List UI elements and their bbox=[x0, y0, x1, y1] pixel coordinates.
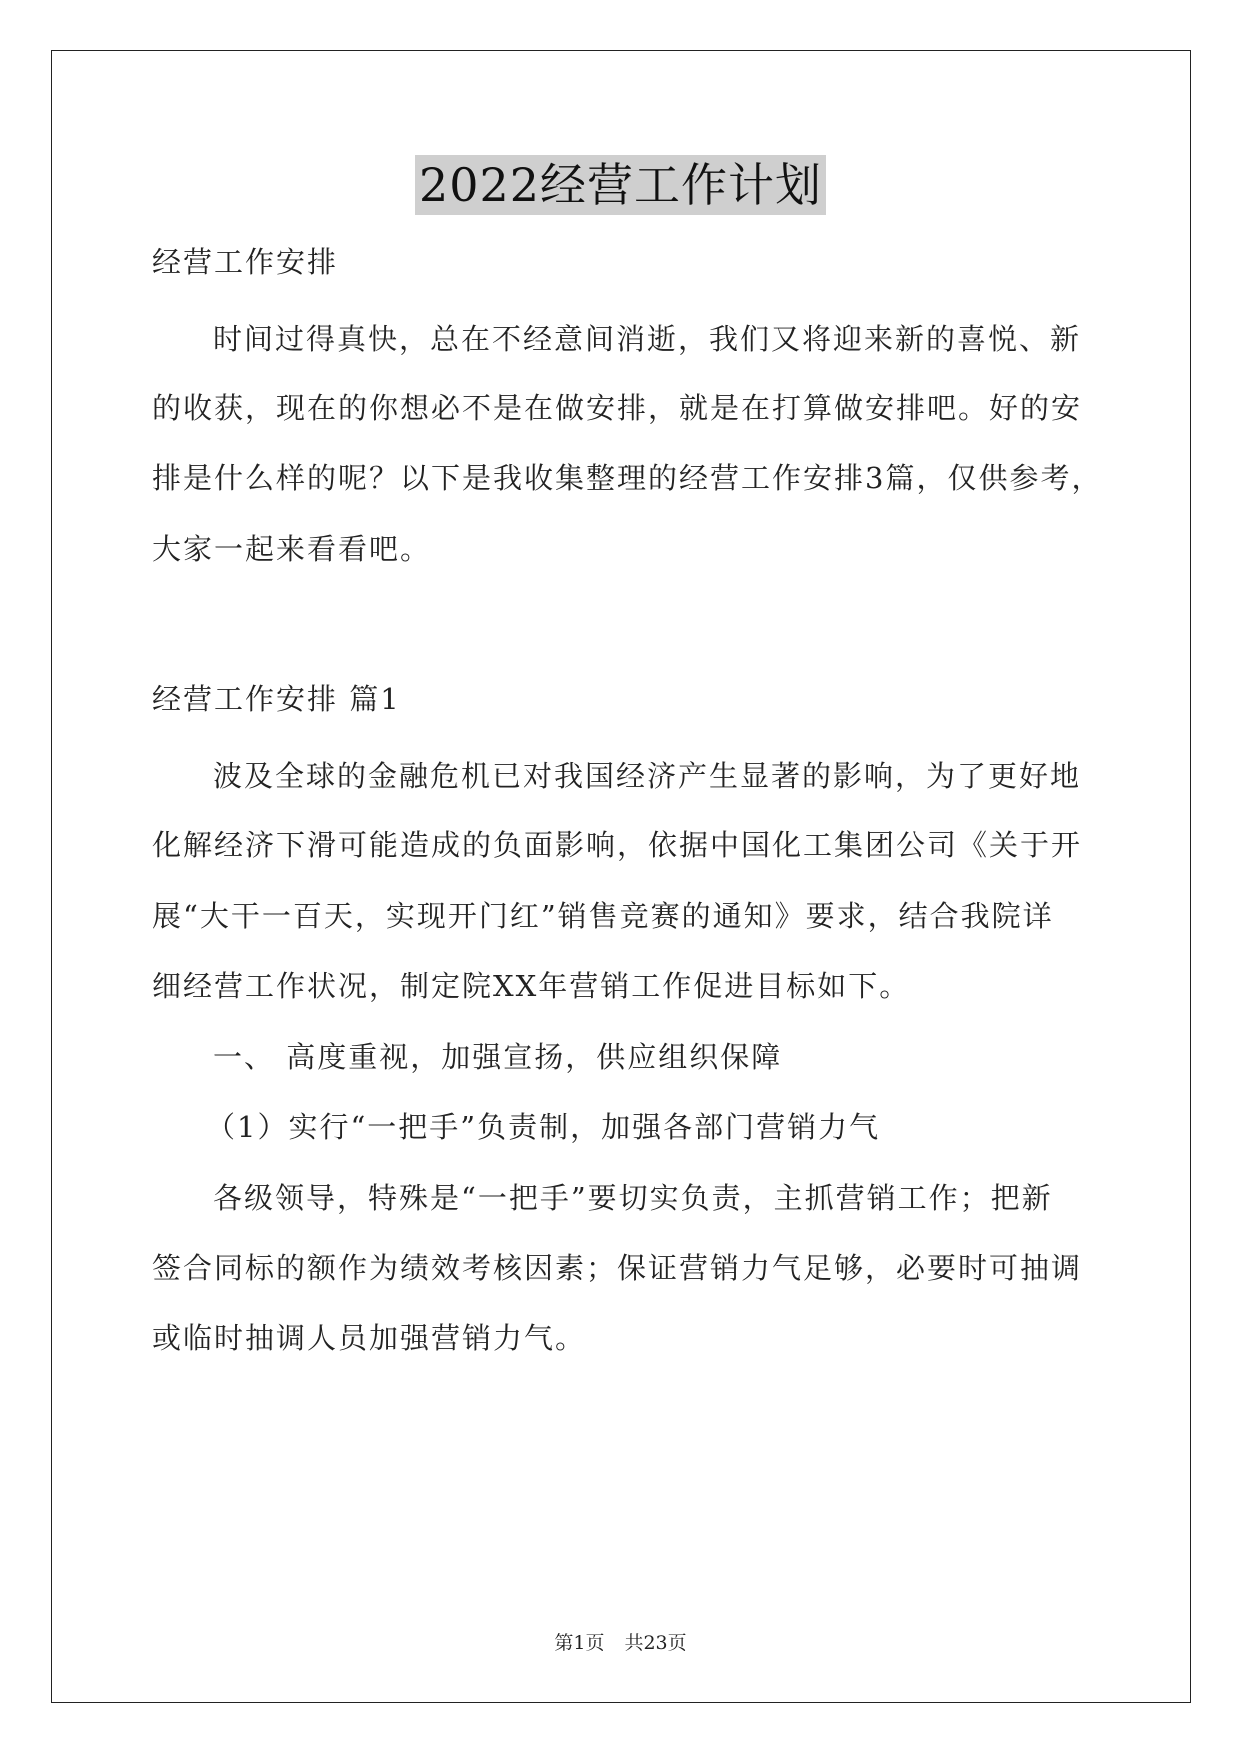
document-title: 2022经营工作计划 bbox=[415, 155, 826, 215]
paragraph-line: 大家一起来看看吧。 bbox=[152, 532, 432, 566]
paragraph-line: 排是什么样的呢？以下是我收集整理的经营工作安排3篇，仅供参考， bbox=[152, 461, 1103, 495]
subsection-heading: 一、 高度重视，加强宣扬，供应组织保障 bbox=[213, 1040, 783, 1074]
page-number: 第1页 bbox=[554, 1632, 605, 1654]
page-footer bbox=[0, 1628, 1241, 1655]
subsection-heading: （1）实行“一把手”负责制，加强各部门营销力气 bbox=[206, 1110, 881, 1144]
title-container bbox=[0, 155, 1241, 215]
paragraph-line: 各级领导，特殊是“一把手”要切实负责，主抓营销工作；把新 bbox=[213, 1181, 1053, 1215]
paragraph-line: 展“大干一百天，实现开门红”销售竞赛的通知》要求，结合我院详 bbox=[152, 899, 1054, 933]
paragraph-line: 时间过得真快，总在不经意间消逝，我们又将迎来新的喜悦、新 bbox=[213, 322, 1082, 356]
section-heading: 经营工作安排 bbox=[152, 245, 339, 279]
article-heading: 经营工作安排 篇1 bbox=[152, 682, 401, 716]
paragraph-line: 化解经济下滑可能造成的负面影响，依据中国化工集团公司《关于开 bbox=[152, 828, 1083, 862]
paragraph-line: 的收获，现在的你想必不是在做安排，就是在打算做安排吧。好的安 bbox=[152, 391, 1083, 425]
paragraph-line: 波及全球的金融危机已对我国经济产生显著的影响，为了更好地 bbox=[213, 759, 1082, 793]
paragraph-line: 签合同标的额作为绩效考核因素；保证营销力气足够，必要时可抽调 bbox=[152, 1251, 1083, 1285]
paragraph-line: 或临时抽调人员加强营销力气。 bbox=[152, 1321, 587, 1355]
paragraph-line: 细经营工作状况，制定院XX年营销工作促进目标如下。 bbox=[152, 969, 911, 1003]
page-border bbox=[51, 50, 1191, 1703]
page-total: 共23页 bbox=[624, 1632, 687, 1654]
